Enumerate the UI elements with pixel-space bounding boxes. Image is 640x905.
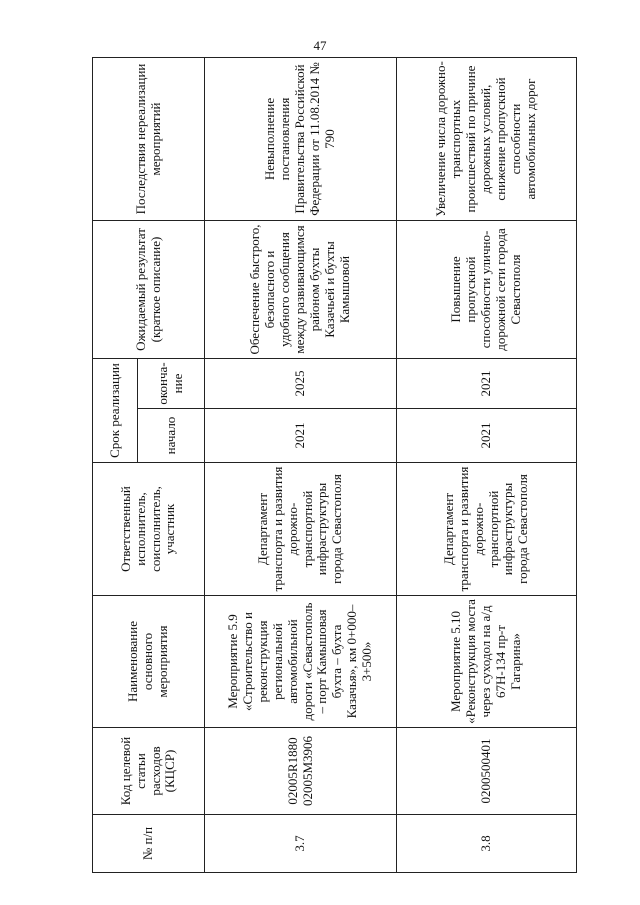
row-name: Мероприятие 5.9 «Строительство и реконструкция региональной автомобильной дороги «Севастополь – порт Камышовая бухта – бухта Казачья», км 0+000–3+500» <box>205 596 397 728</box>
row-start: 2021 <box>205 409 397 463</box>
header-result: Ожидаемый результат (краткое описание) <box>93 221 205 359</box>
row-code: 02005R1880 02005M3906 <box>205 728 397 815</box>
table-row <box>397 58 577 873</box>
row-num: 3.8 <box>397 815 577 873</box>
row-name: Мероприятие 5.10 «Реконструкция моста через суходол на а/д 67Н-134 пр-т Гагарина» <box>397 596 577 728</box>
row-end: 2025 <box>205 359 397 409</box>
row-consequences: Невыполнение постановления Правительства Российской Федерации от 11.08.2014 № 790 <box>205 58 397 221</box>
header-responsible: Ответственный исполнитель, соисполнитель, участник <box>93 463 205 596</box>
row-result: Обеспечение быстрого, безопасного и удобного сообщения между развивающимся районом бухты Казачьей и бухты Камышовой <box>205 221 397 359</box>
header-consequences: Последствия нереализации мероприятий <box>93 58 205 221</box>
row-start: 2021 <box>397 409 577 463</box>
row-responsible: Департамент транспорта и развития дорожно-транспортной инфраструктуры города Севастополя <box>397 463 577 596</box>
row-code: 0200500401 <box>397 728 577 815</box>
row-end: 2021 <box>397 359 577 409</box>
measures-table <box>92 57 577 873</box>
table-row <box>205 58 397 873</box>
measures-table-wrapper <box>92 58 566 873</box>
row-responsible: Департамент транспорта и развития дорожно-транспортной инфраструктуры города Севастополя <box>205 463 397 596</box>
header-period: Срок реализации <box>93 359 138 463</box>
header-end: оконча-ние <box>138 359 205 409</box>
header-name: Наименование основного мероприятия <box>93 596 205 728</box>
header-start: начало <box>138 409 205 463</box>
row-consequences: Увеличение числа дорожно-транспортных происшествий по причине дорожных условий, снижение пропускной способности автомобильных дорог <box>397 58 577 221</box>
row-num: 3.7 <box>205 815 397 873</box>
row-result: Повышение пропускной способности улично-дорожной сети города Севастополя <box>397 221 577 359</box>
header-num: № п/п <box>93 815 205 873</box>
header-code: Код целевой статьи расходов (КЦСР) <box>93 728 205 815</box>
page-number: 47 <box>313 38 327 53</box>
